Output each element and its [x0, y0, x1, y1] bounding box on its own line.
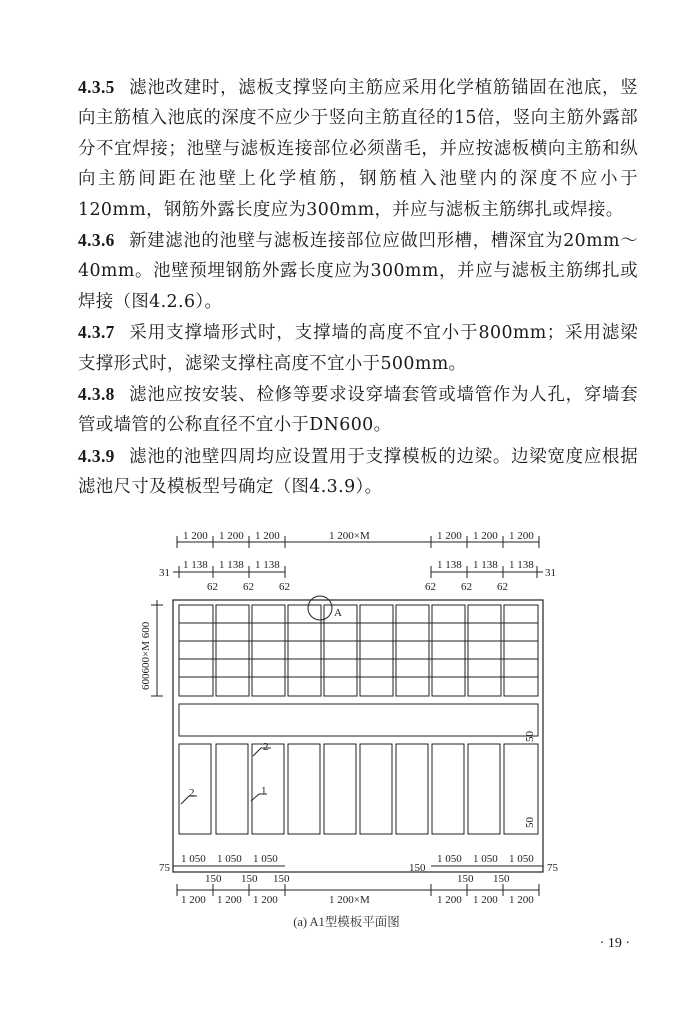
clause-text: 采用支撑墙形式时，支撑墙的高度不宜小于800mm；采用滤梁支撑形式时，滤梁支撑柱高度不宜小于500mm。 [78, 323, 638, 374]
bottom-dim-7: 1 200 [509, 894, 534, 906]
top-dim-3: 1 200 [255, 530, 280, 542]
template-plan-drawing [135, 528, 575, 908]
bottom-inner-dim-5: 1 050 [473, 853, 498, 865]
gap-label-5: 62 [461, 581, 472, 593]
callout-2-b: 2 [189, 787, 195, 799]
inner-dim-1: 1 138 [183, 559, 208, 571]
inner-dim-3: 1 138 [255, 559, 280, 571]
side-label-top: 50 [524, 731, 536, 742]
inner-dim-5: 1 138 [473, 559, 498, 571]
callout-2-a: 2 [263, 741, 269, 753]
bottom-edge-left: 75 [159, 862, 170, 874]
clause-number: 4.3.5 [78, 77, 115, 97]
bottom-gap-5: 150 [493, 873, 510, 885]
bottom-gap-mid: 150 [409, 862, 426, 874]
clause-4-3-7 [78, 317, 638, 379]
bottom-gap-2: 150 [241, 873, 258, 885]
side-label-bottom: 50 [524, 817, 536, 828]
inner-dim-4: 1 138 [437, 559, 462, 571]
clause-4-3-5 [78, 72, 638, 225]
clause-text: 滤池的池壁四周均应设置用于支撑模板的边梁。边梁宽度应根据滤池尺寸及模板型号确定（图4.3.9）。 [78, 446, 638, 498]
edge-label-left: 31 [159, 567, 170, 579]
edge-label-right: 31 [545, 567, 556, 579]
bottom-dim-6: 1 200 [473, 894, 498, 906]
clause-text: 新建滤池的池壁与滤板连接部位应做凹形槽，槽深宜为20mm～40mm。池壁预埋钢筋外露长度应为300mm，并应与滤板主筋绑扎或焊接（图4.2.6）。 [78, 231, 638, 312]
bottom-inner-dim-3: 1 050 [253, 853, 278, 865]
gap-label-4: 62 [425, 581, 436, 593]
top-dim-1: 1 200 [183, 530, 208, 542]
clause-text: 滤池应按安装、检修等要求设穿墙套管或墙管作为人孔，穿墙套管或墙管的公称直径不宜小于DN600。 [78, 385, 638, 436]
detail-label: A [334, 607, 342, 619]
top-dim-2: 1 200 [219, 530, 244, 542]
gap-label-2: 62 [243, 581, 254, 593]
bottom-dim-1: 1 200 [181, 894, 206, 906]
left-dim-label: 600600×M 600 [140, 621, 152, 690]
clause-number: 4.3.7 [78, 322, 115, 343]
lower-module-row [179, 744, 538, 834]
clause-list [78, 72, 638, 503]
clause-number: 4.3.8 [78, 384, 115, 405]
bottom-inner-dim-4: 1 050 [437, 853, 462, 865]
top-dim-6: 1 200 [473, 530, 498, 542]
clause-number: 4.3.6 [78, 230, 115, 251]
bottom-dim-5: 1 200 [437, 894, 462, 906]
clause-4-3-9 [78, 441, 638, 503]
top-dim-repeat: 1 200×M [329, 530, 370, 542]
bottom-inner-dim-2: 1 050 [217, 853, 242, 865]
gap-label-3: 62 [279, 581, 290, 593]
callout-1: 1 [261, 785, 267, 797]
figure-caption: (a) A1型模板平面图 [293, 915, 400, 929]
bottom-dim-repeat: 1 200×M [329, 894, 370, 906]
bottom-inner-dim-1: 1 050 [181, 853, 206, 865]
bottom-gap-3: 150 [273, 873, 290, 885]
bottom-gap-1: 150 [205, 873, 222, 885]
clause-number: 4.3.9 [78, 445, 115, 466]
inner-dim-2: 1 138 [219, 559, 244, 571]
gap-label-1: 62 [207, 581, 218, 593]
gap-label-6: 62 [497, 581, 508, 593]
upper-module-grid [179, 605, 538, 696]
bottom-gap-4: 150 [457, 873, 474, 885]
bottom-dim-3: 1 200 [253, 894, 278, 906]
clause-4-3-8 [78, 379, 638, 441]
bottom-inner-dim-6: 1 050 [509, 853, 534, 865]
clause-4-3-6 [78, 225, 638, 317]
top-dim-7: 1 200 [509, 530, 534, 542]
inner-dim-6: 1 138 [509, 559, 534, 571]
page-number: · 19 · [599, 936, 630, 951]
bottom-edge-right: 75 [547, 862, 558, 874]
top-dim-5: 1 200 [437, 530, 462, 542]
clause-text: 滤池改建时，滤板支撑竖向主筋应采用化学植筋锚固在池底，竖向主筋植入池底的深度不应少于竖向主筋直径的15倍，竖向主筋外露部分不宜焊接；池壁与滤板连接部位必须凿毛，并应按滤板横向主筋和纵向主筋间距在池壁上化学植筋，钢筋植入池壁内的深度不应小于120mm，钢筋外露长度应为300mm，并应与滤板主筋绑扎或焊接。 [78, 78, 638, 220]
bottom-dim-2: 1 200 [217, 894, 242, 906]
